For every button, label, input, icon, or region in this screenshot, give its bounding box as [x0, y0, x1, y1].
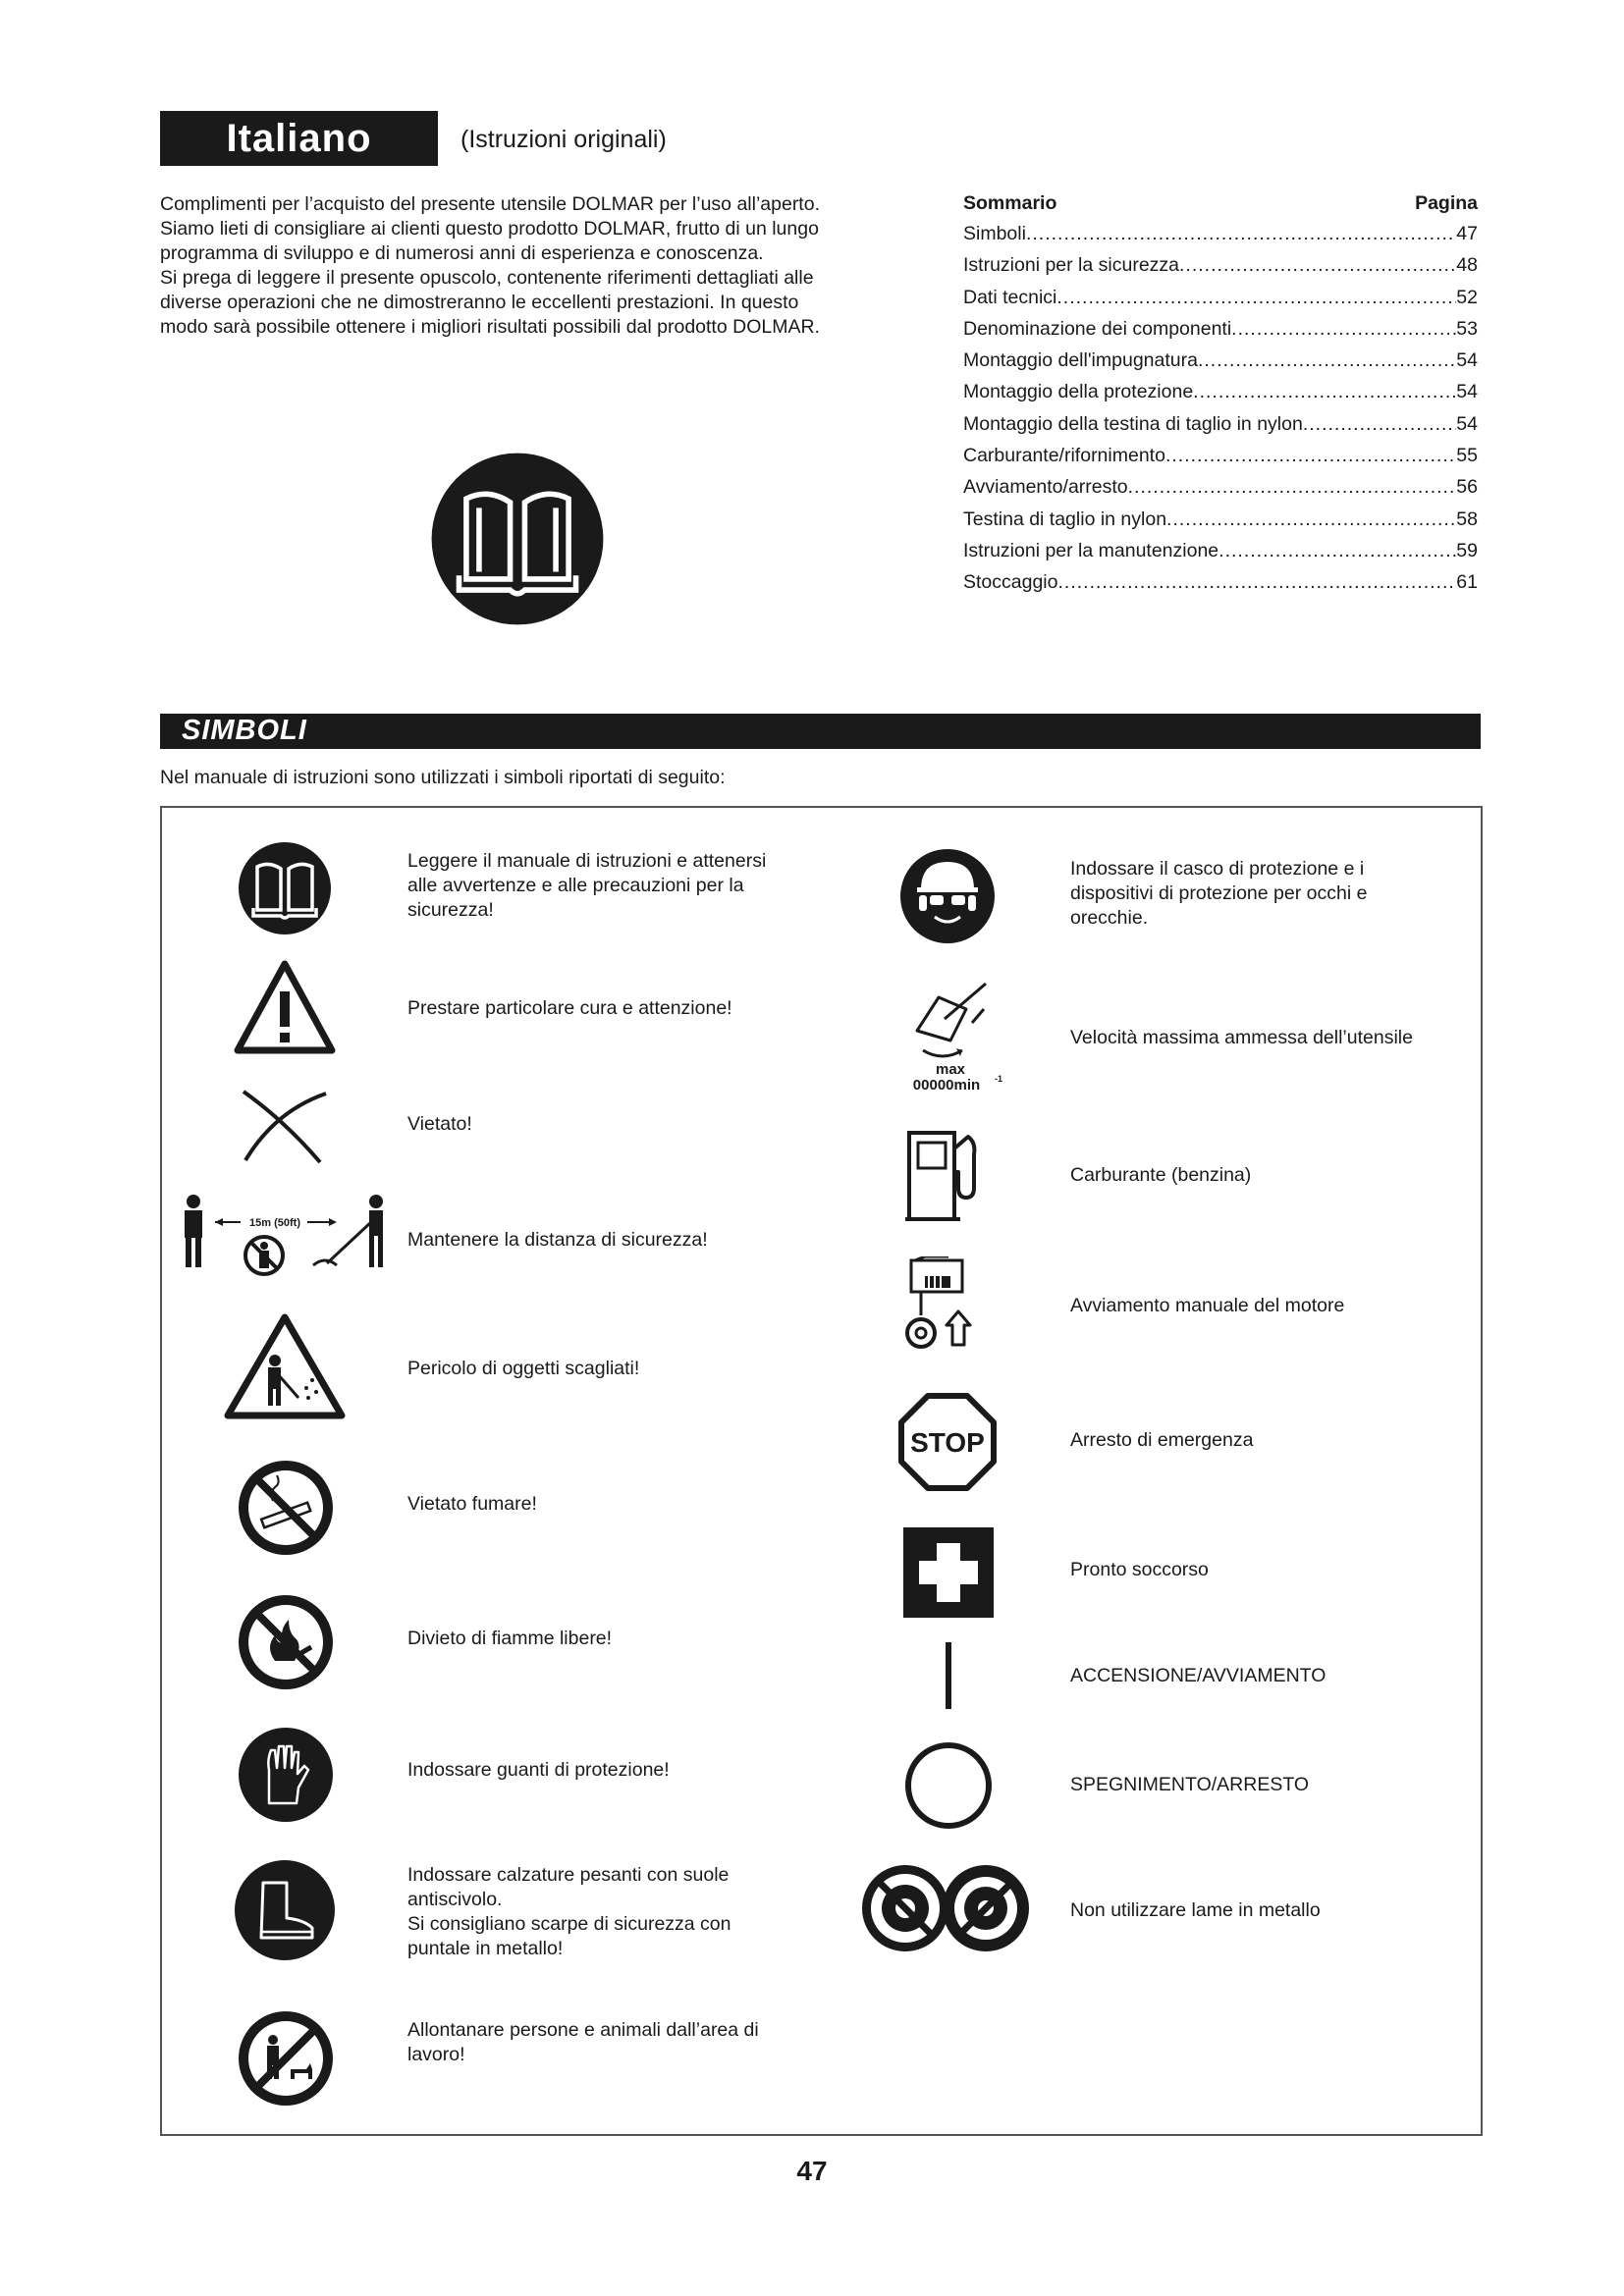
gloves-icon — [236, 1725, 336, 1825]
intro-line: diverse operazioni che ne dimostreranno le eccellenti prestazioni. In questo — [160, 292, 799, 313]
toc-leader — [1303, 413, 1456, 436]
toc-leader — [1026, 223, 1456, 245]
toc-item-title: Testina di taglio in nylon — [963, 507, 1167, 530]
speed-value-label: 00000min — [912, 1077, 981, 1094]
symbol-text-line: puntale in metallo! — [407, 1938, 564, 1959]
toc-item-page: 54 — [1456, 381, 1478, 403]
toc-item-title: Istruzioni per la manutenzione — [963, 539, 1219, 561]
max-speed-icon — [895, 980, 1005, 1095]
toc-item-page: 48 — [1456, 254, 1478, 277]
symbol-description — [1070, 857, 1367, 931]
symbol-description — [407, 1357, 639, 1381]
stop-label: STOP — [910, 1427, 985, 1458]
symbol-text-line: Allontanare persone e animali dall’area di — [407, 2019, 759, 2041]
no-smoking-icon — [236, 1458, 336, 1558]
symbol-text-line: ACCENSIONE/AVVIAMENTO — [1070, 1665, 1326, 1686]
symbols-frame — [160, 806, 1483, 2136]
intro-line: modo sarà possibile ottenere i migliori risultati possibili dal prodotto DOLMAR. — [160, 316, 820, 338]
toc-item-title: Carburante/rifornimento — [963, 445, 1165, 467]
toc-item-page: 59 — [1456, 539, 1478, 561]
safety-distance-icon — [180, 1193, 391, 1283]
toc-item-page: 55 — [1456, 445, 1478, 467]
toc-item — [963, 381, 1478, 412]
symbol-text-line: antiscivolo. — [407, 1889, 503, 1910]
symbol-description — [1070, 1026, 1413, 1050]
toc-item-title: Avviamento/arresto — [963, 476, 1128, 499]
symbol-text-line: sicurezza! — [407, 899, 494, 921]
manual-start-icon — [905, 1256, 984, 1355]
symbol-description — [1070, 1428, 1253, 1453]
symbol-description — [407, 1627, 612, 1651]
symbol-text-line: Non utilizzare lame in metallo — [1070, 1899, 1321, 1921]
speed-exponent: -1 — [995, 1074, 1003, 1084]
language-subtitle: (Istruzioni originali) — [460, 126, 667, 153]
toc-leader — [1193, 381, 1456, 403]
toc-item — [963, 318, 1478, 349]
symbol-text-line: Indossare il casco di protezione e i — [1070, 858, 1365, 880]
toc-leader — [1198, 349, 1456, 372]
toc-item — [963, 571, 1478, 603]
language-title: Italiano — [160, 111, 438, 166]
toc-item-title: Istruzioni per la sicurezza — [963, 254, 1180, 277]
toc-leader — [1218, 540, 1456, 562]
symbol-description — [407, 1112, 472, 1137]
symbol-description — [1070, 1558, 1209, 1582]
toc-heading: Sommario — [963, 192, 1057, 214]
section-title: SIMBOLI — [182, 715, 307, 746]
off-stop-icon — [903, 1740, 994, 1831]
toc-item-title: Dati tecnici — [963, 286, 1057, 308]
symbol-description — [1070, 1664, 1326, 1688]
toc-leader — [1179, 254, 1456, 277]
symbol-description — [1070, 1898, 1321, 1923]
no-metal-blades-icon — [859, 1862, 1032, 1954]
toc-item-page: 58 — [1456, 507, 1478, 530]
section-header — [160, 714, 1481, 749]
toc-item — [963, 540, 1478, 571]
symbol-text-line: dispositivi di protezione per occhi e — [1070, 882, 1368, 904]
toc-leader — [1057, 571, 1456, 594]
toc-item — [963, 223, 1478, 254]
page-number: 47 — [796, 2156, 828, 2186]
symbol-description — [407, 849, 766, 923]
toc-item-title: Simboli — [963, 223, 1026, 244]
symbol-description — [1070, 1294, 1344, 1318]
symbol-text-line: Indossare guanti di protezione! — [407, 1759, 670, 1781]
toc-leader — [1166, 508, 1456, 531]
symbol-description — [1070, 1163, 1251, 1188]
stop-sign-icon — [897, 1392, 998, 1492]
symbol-description — [407, 1758, 670, 1783]
max-label: max — [935, 1061, 966, 1078]
symbol-description — [407, 1863, 731, 1961]
intro-line: Si prega di leggere il presente opuscolo, contenente riferimenti dettagliati alle — [160, 267, 814, 289]
toc-item — [963, 254, 1478, 286]
intro-line: Siamo lieti di consigliare ai clienti questo prodotto DOLMAR, frutto di un lungo — [160, 218, 819, 240]
symbol-text-line: orecchie. — [1070, 907, 1149, 929]
toc-item-page: 56 — [1456, 476, 1478, 499]
symbol-text-line: Divieto di fiamme libere! — [407, 1628, 613, 1649]
toc-item — [963, 413, 1478, 445]
intro-line: programma di sviluppo e di numerosi anni di esperienza e conoscenza. — [160, 242, 764, 264]
symbol-text-line: Avviamento manuale del motore — [1070, 1295, 1345, 1316]
symbol-text-line: Prestare particolare cura e attenzione! — [407, 997, 732, 1019]
toc-leader — [1165, 445, 1456, 467]
toc-item-title: Denominazione dei componenti — [963, 317, 1232, 340]
toc-item — [963, 508, 1478, 540]
symbol-text-line: Vietato! — [407, 1113, 472, 1135]
toc-leader — [1056, 287, 1456, 309]
symbol-text-line: Mantenere la distanza di sicurezza! — [407, 1229, 708, 1251]
distance-label: 15m (50ft) — [249, 1217, 300, 1229]
symbol-text-line: Leggere il manuale di istruzioni e attenersi — [407, 850, 767, 872]
toc-item-title: Montaggio della testina di taglio in nylon — [963, 412, 1303, 435]
toc-item — [963, 287, 1478, 318]
symbol-text-line: Velocità massima ammessa dell’utensile — [1070, 1027, 1413, 1048]
symbol-text-line: Indossare calzature pesanti con suole — [407, 1864, 730, 1886]
toc-item-page: 54 — [1456, 412, 1478, 435]
read-manual-icon — [236, 839, 334, 937]
helmet-goggles-earmuffs-icon — [897, 846, 998, 946]
toc-item — [963, 445, 1478, 476]
toc-item — [963, 476, 1478, 507]
toc-leader — [1231, 318, 1456, 341]
table-of-contents — [963, 192, 1478, 604]
toc-item-title: Montaggio dell'impugnatura — [963, 349, 1198, 372]
intro-paragraph — [160, 192, 887, 340]
intro-line: Complimenti per l’acquisto del presente utensile DOLMAR per l’uso all’aperto. — [160, 193, 820, 215]
no-open-flames-icon — [236, 1592, 336, 1692]
symbol-description — [407, 996, 732, 1021]
toc-item-page: 53 — [1456, 317, 1478, 340]
toc-item-page: 52 — [1456, 286, 1478, 308]
symbol-description — [407, 2018, 759, 2067]
on-start-icon — [941, 1642, 956, 1709]
symbol-text-line: Pronto soccorso — [1070, 1559, 1209, 1580]
fuel-pump-icon — [905, 1129, 994, 1223]
symbol-text-line: Carburante (benzina) — [1070, 1164, 1252, 1186]
symbol-description — [407, 1492, 537, 1517]
first-aid-icon — [903, 1527, 994, 1618]
toc-item-title: Montaggio della protezione — [963, 381, 1194, 403]
toc-leader — [1128, 476, 1457, 499]
toc-item — [963, 349, 1478, 381]
symbol-text-line: Si consigliano scarpe di sicurezza con — [407, 1913, 731, 1935]
symbol-text-line: Arresto di emergenza — [1070, 1429, 1254, 1451]
symbol-description — [407, 1228, 708, 1253]
thrown-objects-icon — [224, 1313, 346, 1419]
symbol-text-line: SPEGNIMENTO/ARRESTO — [1070, 1774, 1310, 1795]
toc-item-page: 54 — [1456, 349, 1478, 372]
safety-boots-icon — [232, 1857, 338, 1963]
read-manual-large-icon — [426, 448, 609, 630]
symbol-text-line: lavoro! — [407, 2044, 465, 2065]
toc-item-page: 61 — [1456, 571, 1478, 594]
symbol-description — [1070, 1773, 1309, 1797]
symbol-text-line: Vietato fumare! — [407, 1493, 537, 1515]
prohibited-cross-icon — [236, 1082, 330, 1166]
toc-item-title: Stoccaggio — [963, 571, 1058, 594]
toc-item-page: 47 — [1456, 223, 1478, 244]
symbol-text-line: alle avvertenze e alle precauzioni per la — [407, 875, 744, 896]
toc-page-heading: Pagina — [1415, 192, 1478, 214]
keep-away-people-animals-icon — [236, 2008, 336, 2109]
warning-triangle-icon — [234, 960, 336, 1054]
section-intro: Nel manuale di istruzioni sono utilizzati i simboli riportati di seguito: — [160, 767, 726, 788]
toc-header — [963, 192, 1478, 215]
symbol-text-line: Pericolo di oggetti scagliati! — [407, 1358, 640, 1379]
